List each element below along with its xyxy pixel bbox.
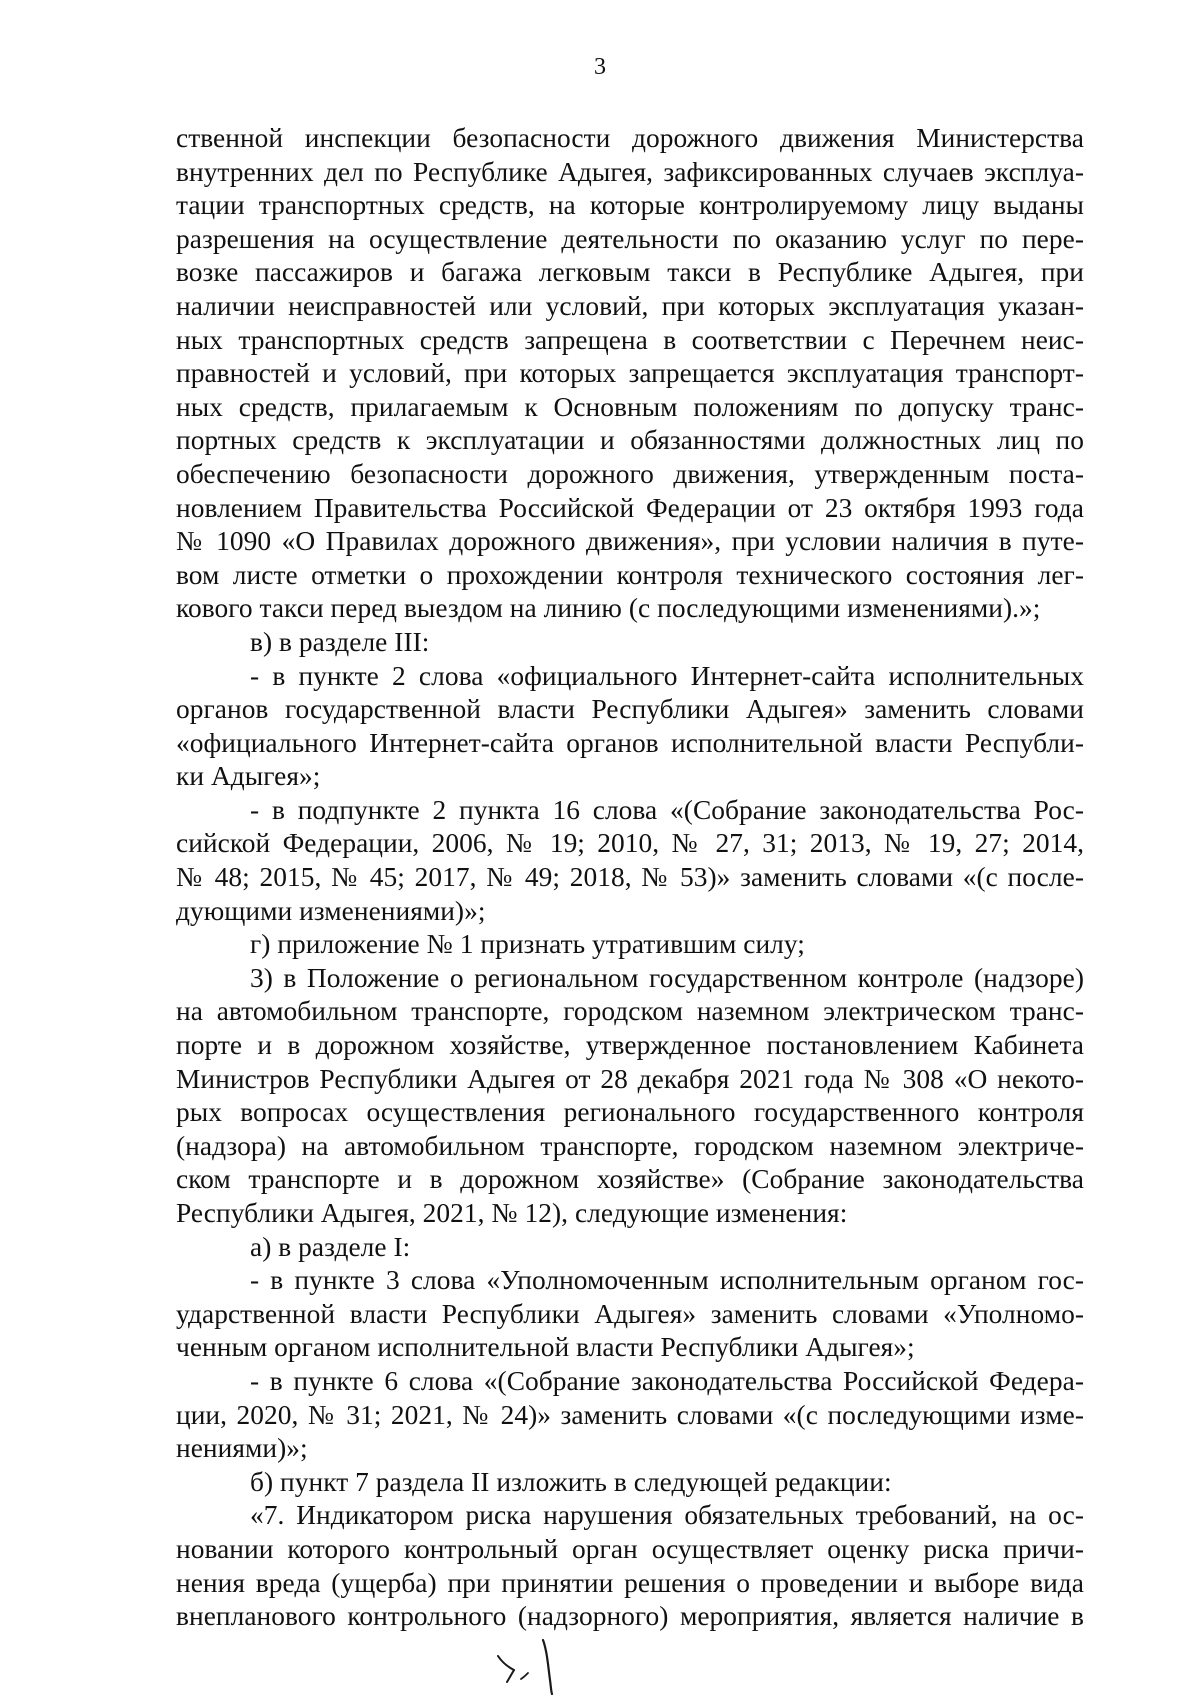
text-line: нениями)»; [176, 1433, 308, 1464]
text-line: ственной инспекции безопасности дорожного движения Министерства [176, 123, 1084, 153]
text-line: ском транспорте и в дорожном хозяйстве» (Собрание законодательства [176, 1164, 1084, 1195]
text-line: внутренних дел по Республике Адыгея, зафиксированных случаев эксплуа- [176, 156, 1084, 187]
text-line: а) в разделе I: [250, 1231, 411, 1262]
text-line: нения вреда (ущерба) при принятии решения о проведении и выборе вида [176, 1567, 1084, 1598]
text-line: наличии неисправностей или условий, при которых эксплуатация указан- [176, 290, 1084, 321]
text-line: дующими изменениями)»; [176, 895, 486, 926]
text-line: ных средств, прилагаемым к Основным положениям по допуску транс- [176, 391, 1084, 422]
text-line: - в пункте 2 слова «официального Интернет-сайта исполнительных [250, 660, 1084, 691]
text-line: ударственной власти Республики Адыгея» заменить словами «Уполномо- [176, 1298, 1084, 1329]
text-line: на автомобильном транспорте, городском наземном электрическом транс- [176, 996, 1084, 1027]
text-line: сийской Федерации, 2006, № 19; 2010, № 27, 31; 2013, № 19, 27; 2014, [176, 828, 1084, 859]
text-line: - в пункте 6 слова «(Собрание законодательства Российской Федера- [250, 1365, 1084, 1396]
text-line: - в подпункте 2 пункта 16 слова «(Собрание законодательства Рос- [250, 794, 1084, 825]
text-line: рых вопросах осуществления регионального государственного контроля [176, 1097, 1084, 1128]
text-line: № 1090 «О Правилах дорожного движения», при условии наличия в путе- [176, 526, 1084, 557]
text-line: «7. Индикатором риска нарушения обязательных требований, на ос- [250, 1500, 1084, 1531]
text-line: в) в разделе III: [250, 626, 430, 657]
text-line: б) пункт 7 раздела II изложить в следующей редакции: [250, 1466, 892, 1497]
text-line: ки Адыгея»; [176, 761, 321, 792]
text-line: новании которого контрольный орган осуществляет оценку риска причи- [176, 1533, 1084, 1564]
text-line: 3) в Положение о региональном государственном контроле (надзоре) [250, 962, 1084, 993]
text-line: г) приложение № 1 признать утратившим силу; [250, 929, 805, 960]
text-line: органов государственной власти Республики Адыгея» заменить словами [176, 694, 1084, 725]
text-line: ных транспортных средств запрещена в соответствии с Перечнем неис- [176, 324, 1084, 355]
text-line: - в пункте 3 слова «Уполномоченным исполнительным органом гос- [250, 1265, 1084, 1296]
text-line: «официального Интернет-сайта органов исполнительной власти Республи- [176, 727, 1084, 758]
text-line: разрешения на осуществление деятельности по оказанию услуг по пере- [176, 223, 1084, 254]
page-number: 3 [594, 54, 606, 80]
text-line: ченным органом исполнительной власти Республики Адыгея»; [176, 1332, 915, 1363]
text-line: (надзора) на автомобильном транспорте, городском наземном электриче- [176, 1130, 1084, 1161]
text-line: возке пассажиров и багажа легковым такси в Республике Адыгея, при [176, 257, 1084, 288]
text-line: Министров Республики Адыгея от 28 декабря 2021 года № 308 «О некото- [176, 1063, 1084, 1094]
text-line: правностей и условий, при которых запрещается эксплуатация транспорт- [176, 358, 1084, 389]
text-line: кового такси перед выездом на линию (с последующими изменениями).»; [176, 593, 1041, 624]
text-line: вом листе отметки о прохождении контроля технического состояния лег- [176, 559, 1084, 590]
text-line: внепланового контрольного (надзорного) мероприятия, является наличие в [176, 1601, 1084, 1632]
text-line: обеспечению безопасности дорожного движения, утвержденным поста- [176, 458, 1084, 489]
document-body [176, 122, 1084, 1634]
text-line: новлением Правительства Российской Федерации от 23 октября 1993 года [176, 492, 1084, 523]
text-line: портных средств к эксплуатации и обязанностями должностных лиц по [176, 425, 1084, 456]
text-line: № 48; 2015, № 45; 2017, № 49; 2018, № 53)» заменить словами «(с после- [176, 862, 1084, 893]
handwritten-signature-mark [490, 1636, 560, 1696]
text-line: ции, 2020, № 31; 2021, № 24)» заменить словами «(с последующими изме- [176, 1399, 1084, 1430]
text-line: тации транспортных средств, на которые контролируемому лицу выданы [176, 190, 1084, 221]
text-line: порте и в дорожном хозяйстве, утвержденное постановлением Кабинета [176, 1030, 1084, 1061]
text-line: Республики Адыгея, 2021, № 12), следующие изменения: [176, 1198, 848, 1228]
